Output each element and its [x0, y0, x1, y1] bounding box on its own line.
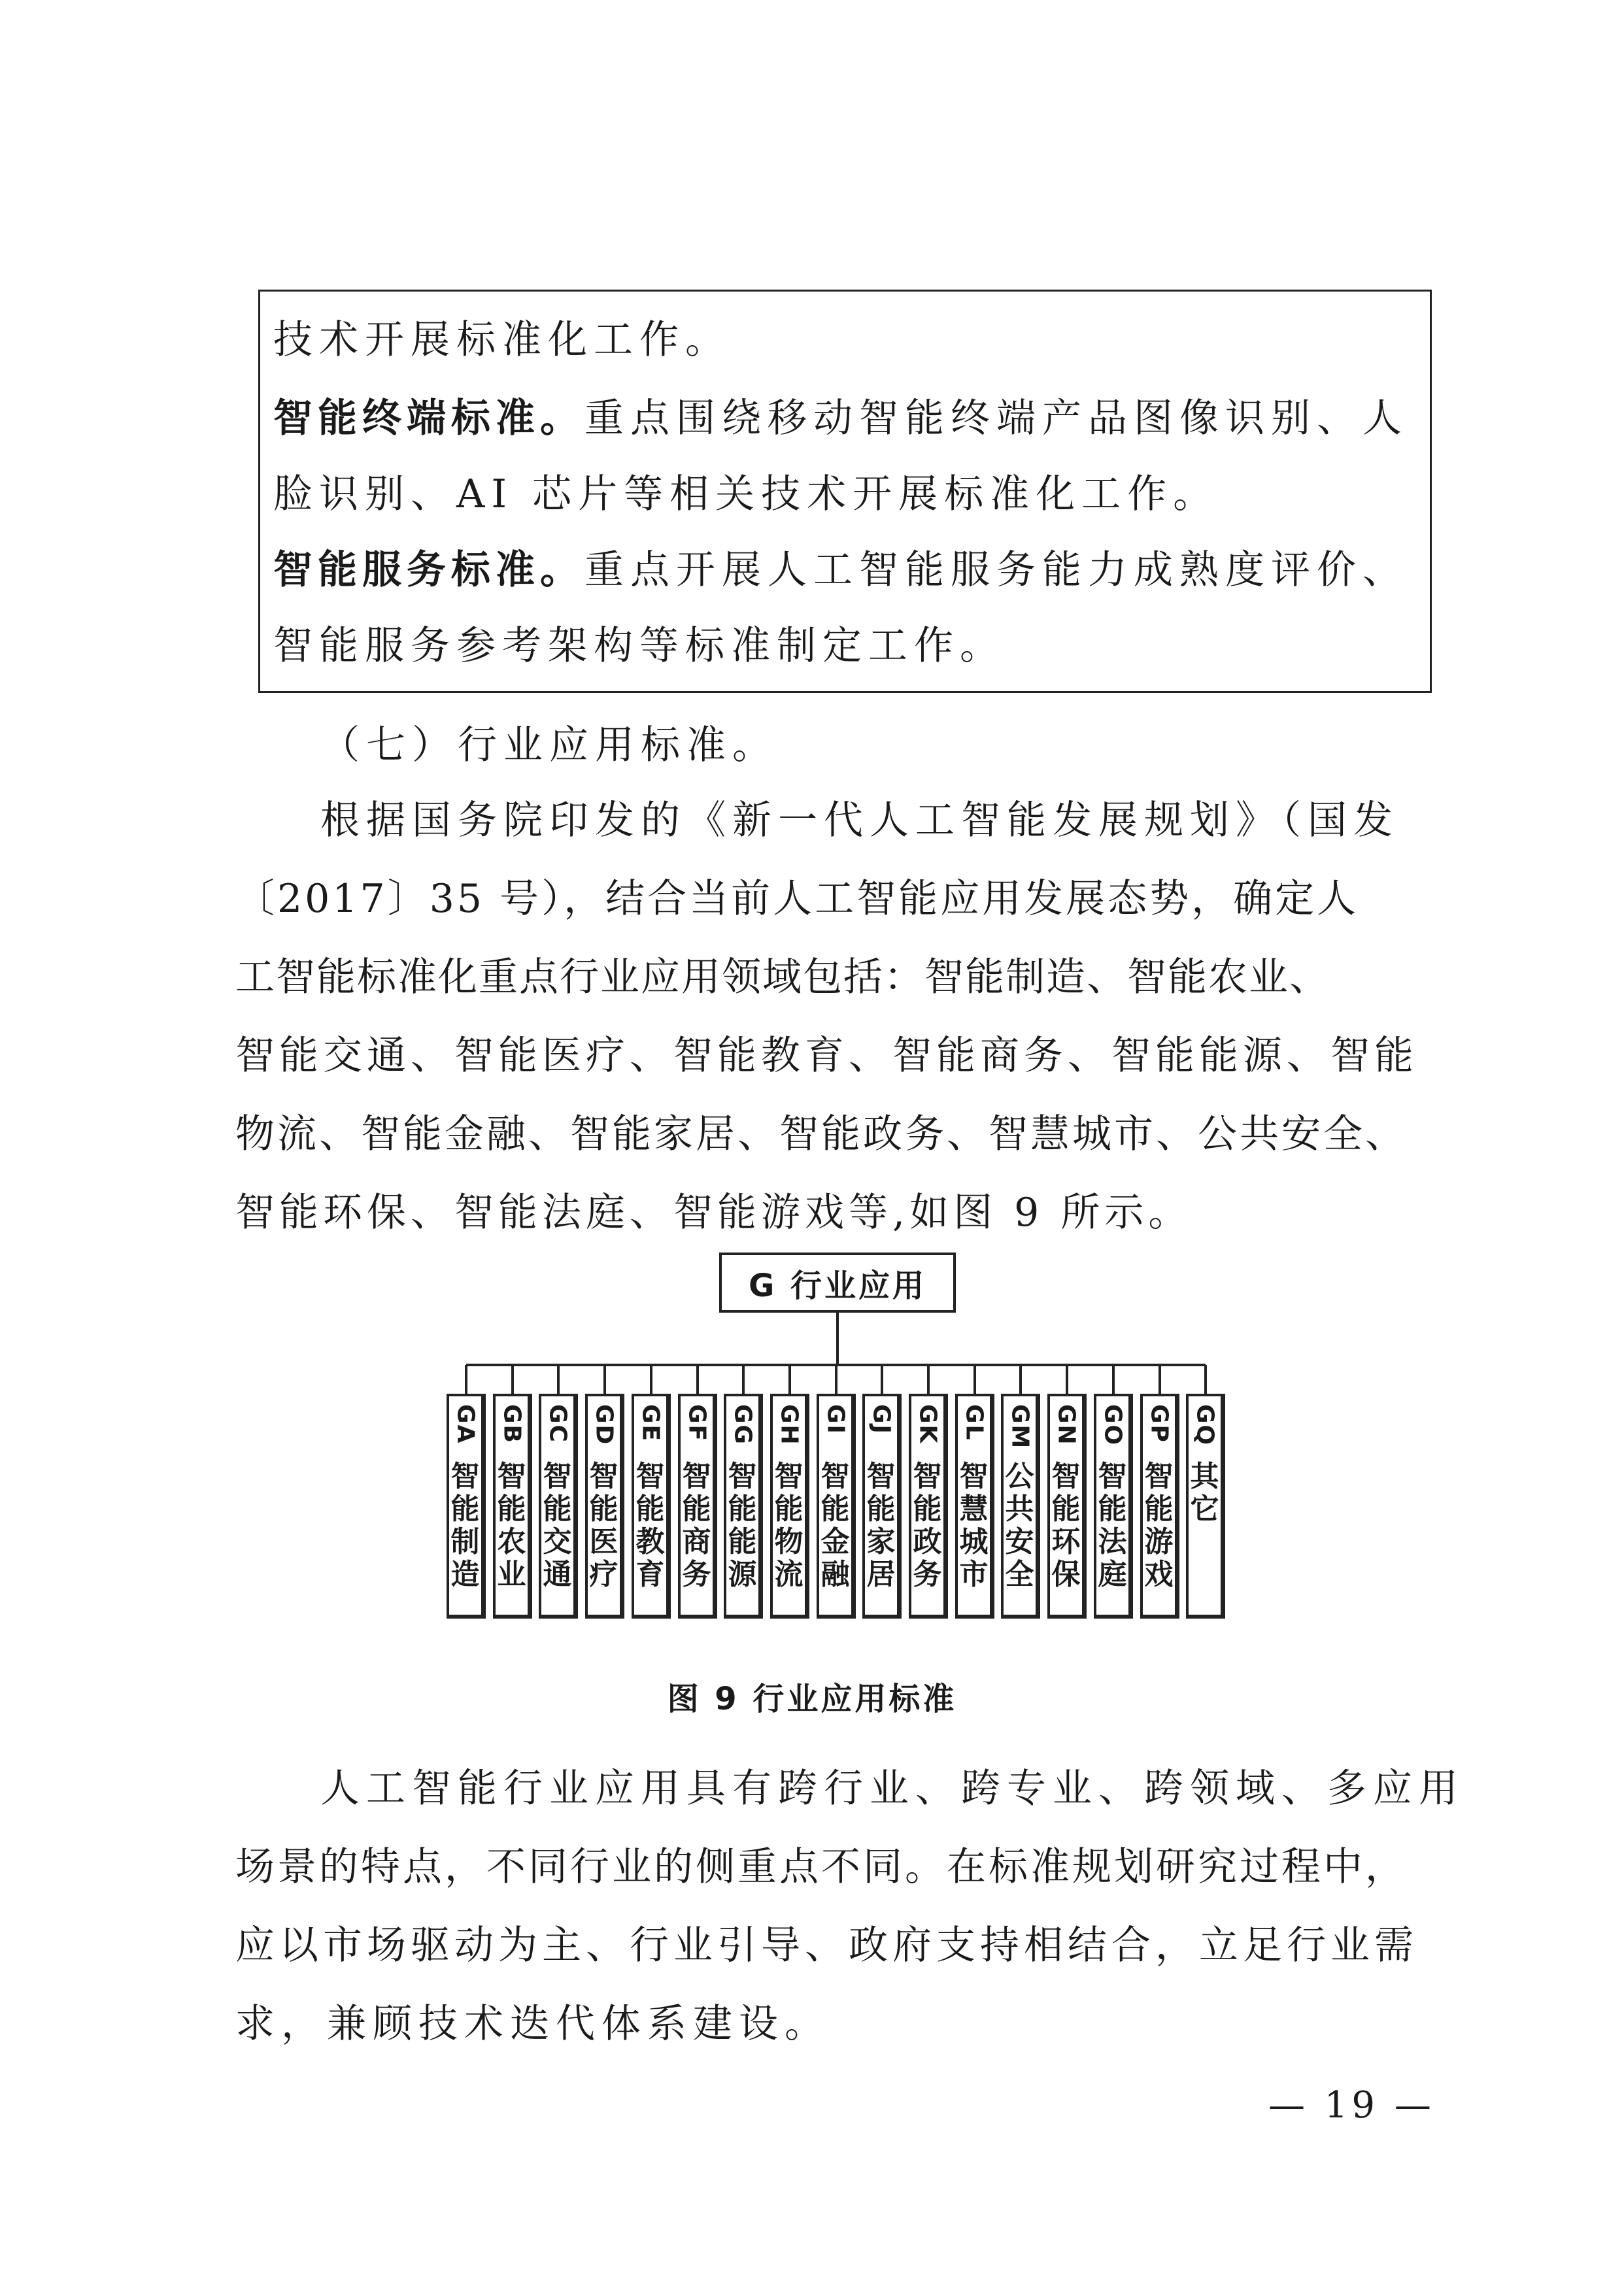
leaf-label: 智能交通 — [543, 1460, 572, 1591]
paragraph-line: 应以市场驱动为主、行业引导、政府支持相结合，立足行业需 — [235, 1923, 1418, 1968]
leaf-label: 公共安全 — [1005, 1460, 1034, 1591]
leaf-code: GJ — [868, 1404, 895, 1435]
leaf-label: 智能能源 — [728, 1460, 757, 1591]
diagram-leaf-node — [1140, 1394, 1179, 1619]
diagram-leaf-node — [724, 1394, 763, 1619]
diagram-leaf-node — [909, 1394, 948, 1619]
leaf-code: GE — [637, 1404, 664, 1443]
leaf-code: GD — [590, 1404, 618, 1446]
leaf-label: 智慧城市 — [959, 1460, 989, 1591]
figure-caption: 图 9 行业应用标准 — [667, 1681, 957, 1717]
leaf-code: GF — [683, 1404, 711, 1443]
paragraph-characteristics — [235, 1749, 1464, 2063]
terminal-standard-line-2: 脸识别、AI 芯片等相关技术开展标准化工作。 — [273, 471, 1219, 517]
paragraph-line: 物流、智能金融、智能家居、智能政务、智慧城市、公共安全、 — [235, 1111, 1407, 1157]
leaf-code: GP — [1145, 1404, 1173, 1443]
leaf-code: GG — [729, 1404, 756, 1446]
leaf-label: 智能医疗 — [589, 1460, 618, 1591]
diagram-leaf-node — [447, 1394, 486, 1619]
leaf-label: 智能家居 — [866, 1460, 896, 1591]
leaf-label: 智能商务 — [682, 1460, 711, 1591]
leaf-label: 智能教育 — [635, 1460, 665, 1591]
section-heading: （七）行业应用标准。 — [320, 722, 778, 768]
service-standard-line-2: 智能服务参考架构等标准制定工作。 — [273, 623, 1006, 669]
diagram-leaf-node — [817, 1394, 856, 1619]
standards-box — [258, 290, 1432, 693]
leaf-code: GN — [1053, 1404, 1080, 1446]
diagram-leaf-node — [770, 1394, 809, 1619]
leaf-code: GM — [1006, 1404, 1034, 1450]
leaf-label: 智能物流 — [774, 1460, 804, 1591]
terminal-standard-line — [273, 380, 1417, 456]
diagram-root-node: G 行业应用 — [719, 1253, 956, 1313]
terminal-standard-text: 重点围绕移动智能终端产品图像识别、人 — [584, 395, 1408, 441]
service-standard-text: 重点开展人工智能服务能力成熟度评价、 — [584, 547, 1408, 593]
paragraph-line: 求，兼顾技术迭代体系建设。 — [235, 2001, 830, 2047]
paragraph-industry-fields — [235, 781, 1451, 1252]
leaf-code: GC — [544, 1404, 571, 1443]
leaf-label: 其它 — [1190, 1460, 1219, 1526]
diagram-leaf-node — [1186, 1394, 1225, 1619]
leaf-label: 智能政务 — [913, 1460, 942, 1591]
diagram-leaf-node — [632, 1394, 671, 1619]
diagram-leaf-node — [493, 1394, 532, 1619]
diagram-leaf-node — [539, 1394, 578, 1619]
service-standard-line — [273, 532, 1417, 608]
diagram-leaf-node — [1094, 1394, 1133, 1619]
diagram-leaf-node — [585, 1394, 624, 1619]
leaf-code: GQ — [1191, 1404, 1219, 1447]
paragraph-line: 场景的特点，不同行业的侧重点不同。在标准规划研究过程中， — [235, 1844, 1407, 1890]
paragraph-line: 智能交通、智能医疗、智能教育、智能商务、智能能源、智能 — [235, 1033, 1418, 1079]
terminal-standard-title: 智能终端标准。 — [273, 395, 584, 441]
diagram-leaf-node — [1047, 1394, 1087, 1619]
paragraph-line: 人工智能行业应用具有跨行业、跨专业、跨领域、多应用 — [320, 1766, 1464, 1811]
leaf-label: 智能环保 — [1051, 1460, 1081, 1591]
leaf-code: GL — [960, 1404, 988, 1441]
leaf-code: GK — [914, 1404, 941, 1445]
leaf-label: 智能法庭 — [1098, 1460, 1127, 1591]
leaf-label: 智能农业 — [497, 1460, 526, 1591]
service-standard-title: 智能服务标准。 — [273, 547, 584, 593]
diagram-leaf-node — [678, 1394, 717, 1619]
box-line-1: 技术开展标准化工作。 — [273, 317, 731, 363]
paragraph-line: 〔2017〕35 号），结合当前人工智能应用发展态势，确定人 — [235, 876, 1359, 922]
paragraph-line: 根据国务院印发的《新一代人工智能发展规划》（国发 — [320, 798, 1399, 843]
leaf-label: 智能金融 — [820, 1460, 850, 1591]
leaf-code: GH — [775, 1404, 803, 1446]
leaf-label: 智能制造 — [450, 1460, 480, 1591]
diagram-leaf-node — [955, 1394, 994, 1619]
page-number: — 19 — — [1268, 2084, 1435, 2127]
leaf-label: 智能游戏 — [1144, 1460, 1174, 1591]
paragraph-line: 工智能标准化重点行业应用领域包括：智能制造、智能农业、 — [235, 954, 1330, 1000]
leaf-code: GA — [452, 1404, 479, 1445]
leaf-code: GI — [822, 1404, 849, 1435]
diagram-leaf-node — [862, 1394, 902, 1619]
leaf-code: GB — [498, 1404, 526, 1444]
paragraph-line: 智能环保、智能法庭、智能游戏等,如图 9 所示。 — [235, 1190, 1193, 1236]
diagram-leaf-node — [1001, 1394, 1040, 1619]
leaf-code: GO — [1099, 1404, 1126, 1447]
